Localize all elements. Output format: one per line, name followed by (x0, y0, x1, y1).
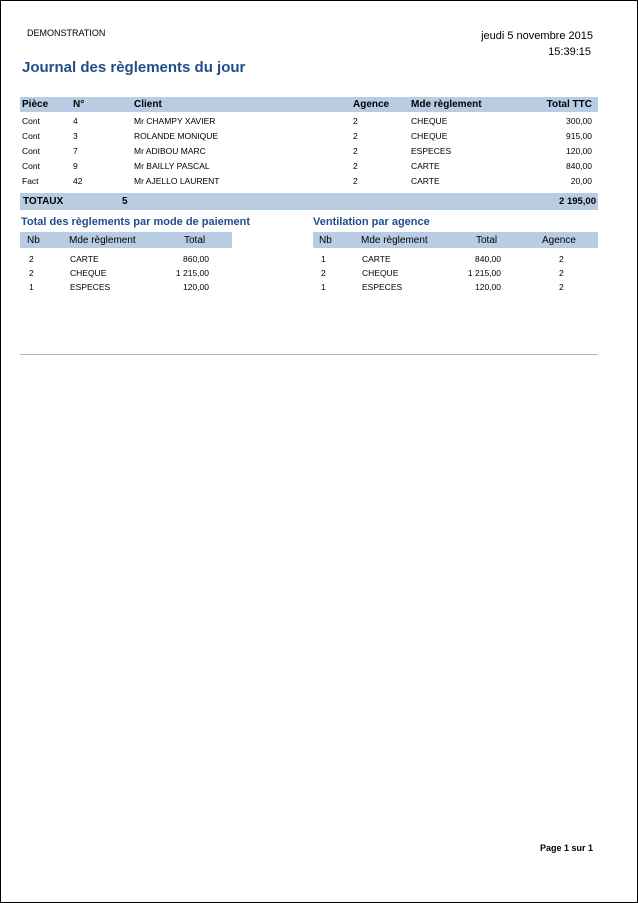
cell-total: 120,00 (475, 282, 501, 292)
cell-piece: Cont (22, 161, 40, 171)
cell-payment-mode: CHEQUE (411, 131, 448, 141)
col-total-ttc: Total TTC (546, 99, 592, 110)
cell-agence: 2 (559, 282, 564, 292)
col-number: N° (73, 99, 85, 110)
cell-total: 1 215,00 (175, 268, 209, 278)
divider (20, 354, 598, 355)
cell-client: Mr BAILLY PASCAL (134, 161, 210, 171)
cell-total: 300,00 (566, 116, 592, 126)
cell-piece: Cont (22, 131, 40, 141)
cell-nb: 2 (29, 268, 34, 278)
company-name: DEMONSTRATION (27, 28, 106, 38)
cell-client: ROLANDE MONIQUE (134, 131, 219, 141)
col-total: Total (476, 235, 498, 246)
cell-agence: 2 (559, 254, 564, 264)
cell-total: 120,00 (566, 146, 592, 156)
col-payment-mode: Mde règlement (411, 99, 482, 110)
cell-nb: 2 (29, 254, 34, 264)
cell-agence: 2 (353, 161, 358, 171)
cell-agence: 2 (353, 131, 358, 141)
cell-total: 20,00 (570, 176, 592, 186)
cell-number: 9 (73, 161, 78, 171)
cell-nb: 1 (29, 282, 34, 292)
totals-label: TOTAUX (23, 196, 64, 207)
payment-summary-title: Total des règlements par mode de paiement (21, 216, 251, 228)
page-number: Page 1 sur 1 (539, 843, 593, 853)
cell-piece: Cont (22, 116, 40, 126)
cell-total: 120,00 (183, 282, 209, 292)
cell-payment-mode: CARTE (70, 254, 99, 264)
cell-client: Mr ADIBOU MARC (134, 146, 206, 156)
cell-payment-mode: CARTE (362, 254, 391, 264)
cell-agence: 2 (353, 146, 358, 156)
cell-agence: 2 (353, 176, 358, 186)
cell-payment-mode: CHEQUE (70, 268, 107, 278)
cell-number: 4 (73, 116, 78, 126)
totals-count: 5 (122, 196, 128, 207)
cell-payment-mode: ESPECES (362, 282, 403, 292)
cell-payment-mode: ESPECES (411, 146, 452, 156)
cell-nb: 1 (321, 282, 326, 292)
cell-nb: 1 (321, 254, 326, 264)
col-nb: Nb (27, 235, 40, 246)
col-agence: Agence (542, 235, 576, 246)
totals-amount: 2 195,00 (559, 196, 596, 207)
report-time: 15:39:15 (548, 46, 591, 58)
col-payment-mode: Mde règlement (361, 235, 428, 246)
cell-total: 840,00 (566, 161, 592, 171)
cell-agence: 2 (353, 116, 358, 126)
cell-payment-mode: CARTE (411, 176, 440, 186)
cell-total: 840,00 (475, 254, 501, 264)
col-payment-mode: Mde règlement (69, 235, 136, 246)
col-agence: Agence (353, 99, 390, 110)
cell-payment-mode: CHEQUE (362, 268, 399, 278)
cell-piece: Cont (22, 146, 40, 156)
cell-nb: 2 (321, 268, 326, 278)
page-title: Journal des règlements du jour (22, 59, 246, 76)
main-table-header (20, 97, 598, 112)
report-date: jeudi 5 novembre 2015 (481, 30, 593, 42)
cell-piece: Fact (22, 176, 39, 186)
cell-total: 1 215,00 (467, 268, 501, 278)
cell-payment-mode: CARTE (411, 161, 440, 171)
cell-agence: 2 (559, 268, 564, 278)
col-total: Total (184, 235, 206, 246)
col-client: Client (134, 99, 162, 110)
cell-number: 42 (73, 176, 83, 186)
cell-client: Mr CHAMPY XAVIER (134, 116, 216, 126)
cell-payment-mode: ESPECES (70, 282, 111, 292)
cell-client: Mr AJELLO LAURENT (134, 176, 220, 186)
col-piece: Pièce (22, 99, 49, 110)
cell-number: 7 (73, 146, 78, 156)
cell-total: 915,00 (566, 131, 592, 141)
cell-total: 860,00 (183, 254, 209, 264)
totals-bar (20, 193, 598, 210)
agency-summary-title: Ventilation par agence (313, 216, 430, 228)
col-nb: Nb (319, 235, 332, 246)
cell-number: 3 (73, 131, 78, 141)
cell-payment-mode: CHEQUE (411, 116, 448, 126)
